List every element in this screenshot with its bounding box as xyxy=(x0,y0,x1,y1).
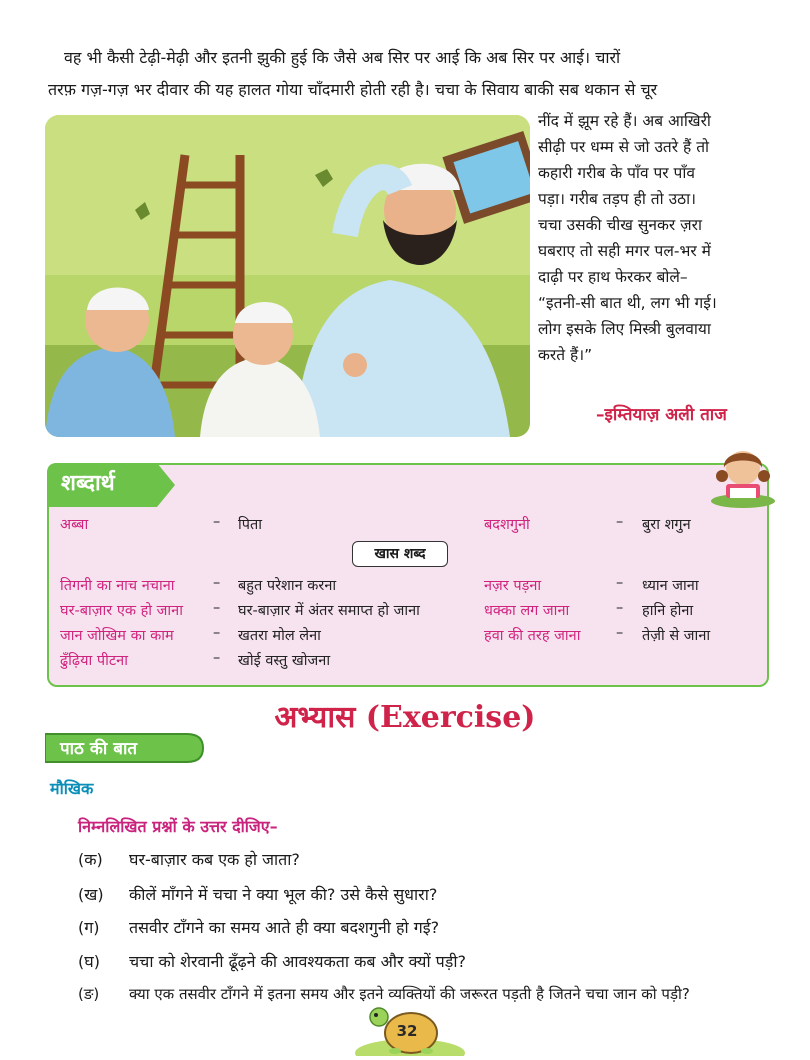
author-name: –इम्तियाज़ अली ताज xyxy=(596,405,727,425)
side-line: कहारी गरीब के पाँव पर पाँव xyxy=(538,164,695,182)
glossary-term: धक्का लग जाना xyxy=(484,603,570,619)
question-text: तसवीर टाँगने का समय आते ही क्या बदशगुनी हो गई? xyxy=(129,918,440,937)
glossary-meaning: खोई वस्तु खोजना xyxy=(238,653,331,669)
glossary-meaning: बहुत परेशान करना xyxy=(238,578,337,594)
glossary-dash: – xyxy=(616,514,624,530)
story-line-2: तरफ़ गज़-गज़ भर दीवार की यह हालत गोया चाँदमारी होती रही है। चचा के सिवाय बाकी सब थकान से चूर xyxy=(48,80,658,99)
side-line: लोग इसके लिए मिस्त्री बुलवाया xyxy=(538,320,711,338)
glossary-dash: – xyxy=(213,514,221,530)
reading-girl-icon xyxy=(708,446,778,508)
question-text: चचा को शेरवानी ढूँढ़ने की आवश्यकता कब और क्यों पड़ी? xyxy=(129,952,466,971)
glossary-term: तिगनी का नाच नचाना xyxy=(60,578,175,594)
glossary-meaning: ध्यान जाना xyxy=(642,578,699,594)
glossary-term: जान जोखिम का काम xyxy=(60,628,174,644)
glossary-dash: – xyxy=(213,575,221,591)
glossary-term: नज़र पड़ना xyxy=(484,578,542,594)
question-number: (क) xyxy=(78,850,103,869)
section-title: पाठ की बात xyxy=(60,739,138,759)
side-line: घबराए तो सही मगर पल-भर में xyxy=(538,242,711,260)
glossary-dash: – xyxy=(616,600,624,616)
uncle-with-children-illustration xyxy=(45,115,530,437)
question-text: क्या एक तसवीर टाँगने में इतना समय और इतने व्यक्तियों की जरूरत पड़ती है जितने चचा जान को पड़ी? xyxy=(129,985,690,1003)
story-side-text xyxy=(538,108,763,368)
glossary-title-banner xyxy=(47,463,177,507)
glossary-meaning: घर-बाज़ार में अंतर समाप्त हो जाना xyxy=(238,603,420,619)
side-line: “इतनी-सी बात थी, लग भी गई। xyxy=(538,294,717,312)
side-line: नींद में झूम रहे हैं। अब आखिरी xyxy=(538,112,711,130)
glossary-dash: – xyxy=(616,625,624,641)
glossary-dash: – xyxy=(213,625,221,641)
page-number: 32 xyxy=(396,1022,418,1040)
question-number: (ग) xyxy=(78,918,100,937)
glossary-meaning: खतरा मोल लेना xyxy=(238,628,321,644)
subsection-title: मौखिक xyxy=(50,779,94,798)
glossary-meaning: पिता xyxy=(238,517,263,533)
glossary-term: घर-बाज़ार एक हो जाना xyxy=(60,603,183,619)
side-line: चचा उसकी चीख सुनकर ज़रा xyxy=(538,216,703,234)
question-number: (ङ) xyxy=(78,985,100,1003)
glossary-term: बदशगुनी xyxy=(484,517,530,533)
side-line: दाढ़ी पर हाथ फेरकर बोले– xyxy=(538,268,688,286)
glossary-term: अब्बा xyxy=(60,517,89,533)
question-number: (घ) xyxy=(78,952,100,971)
glossary-term: ढुँढ़िया पीटना xyxy=(60,653,128,669)
side-line: पड़ा। गरीब तड़प ही तो उठा। xyxy=(538,190,696,208)
glossary-dash: – xyxy=(213,650,221,666)
glossary-meaning: तेज़ी से जाना xyxy=(642,628,711,644)
glossary-dash: – xyxy=(213,600,221,616)
question-text: घर-बाज़ार कब एक हो जाता? xyxy=(129,850,300,869)
glossary-dash: – xyxy=(616,575,624,591)
question-number: (ख) xyxy=(78,885,104,904)
story-line-1: वह भी कैसी टेढ़ी-मेढ़ी और इतनी झुकी हुई कि जैसे अब सिर पर आई कि अब सिर पर आई। चारों xyxy=(64,48,621,67)
glossary-title: शब्दार्थ xyxy=(61,471,115,496)
instruction-text: निम्नलिखित प्रश्नों के उत्तर दीजिए– xyxy=(78,817,278,836)
side-line: करते हैं।” xyxy=(538,346,593,364)
question-text: कीलें माँगने में चचा ने क्या भूल की? उसे कैसे सुधारा? xyxy=(129,885,438,904)
glossary-term: हवा की तरह जाना xyxy=(484,628,581,644)
exercise-heading: अभ्यास (Exercise) xyxy=(274,700,536,735)
glossary-meaning: बुरा शगुन xyxy=(642,517,691,533)
side-line: सीढ़ी पर धम्म से जो उतरे हैं तो xyxy=(538,138,710,156)
special-words-label: खास शब्द xyxy=(352,541,448,567)
glossary-meaning: हानि होना xyxy=(642,603,694,619)
